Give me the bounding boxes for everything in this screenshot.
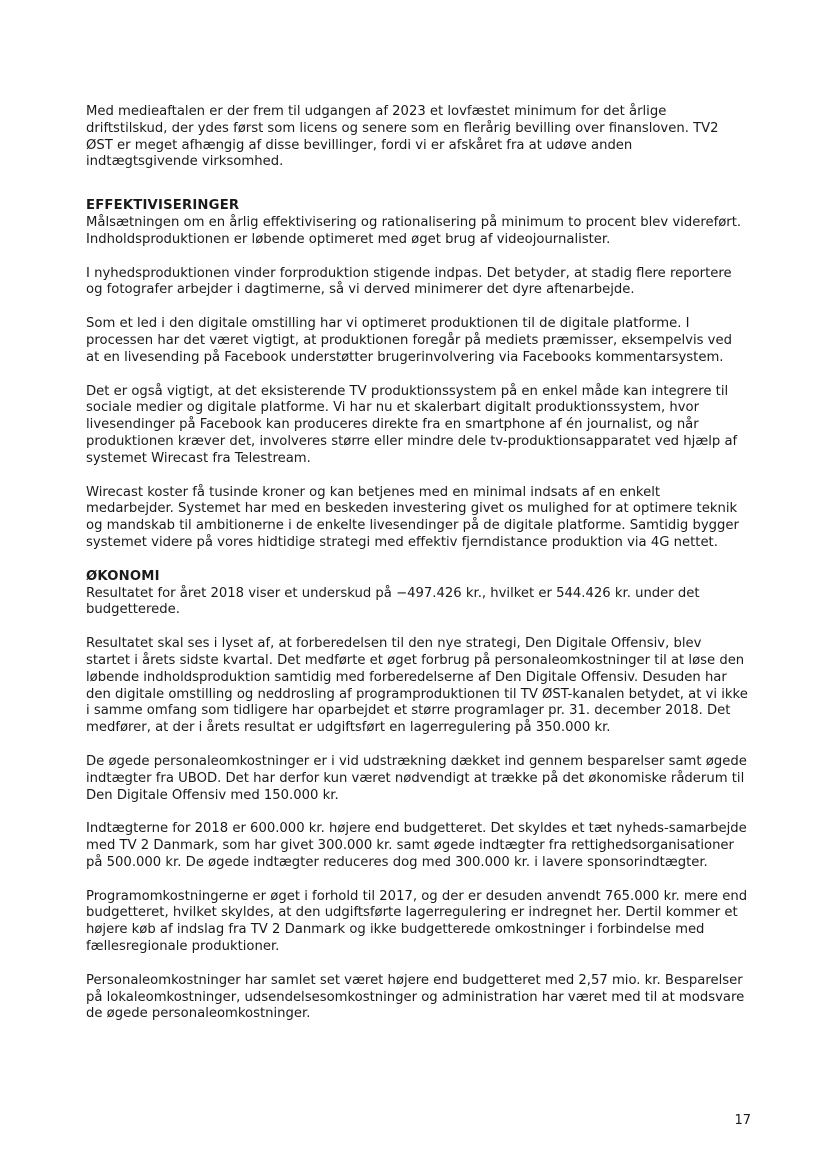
document-page [86,104,748,1023]
paragraph: Programomkostningerne er øget i forhold til 2017, og der er desuden anvendt 765.000 kr. mere end budgetteret, hvilket skyldes, at den udgiftsførte lagerregulering er indregnet her. Dertil kommer et højere køb af indslag fra TV 2 Danmark og ikke budgetterede omkostninger i forbindelse med fællesregionale produktioner. [86,888,748,955]
section-heading-okonomi: ØKONOMI [86,568,160,584]
paragraph: Det er også vigtigt, at det eksisterende TV produktionssystem på en enkel måde kan integrere til sociale medier og digitale platforme. Vi har nu et skalerbart digitalt produktionssystem, hvor livesendinger på Facebook kan produceres direkte fra en smartphone af én journalist, og når produktionen kræver det, involveres større eller mindre dele tv-produktionsapparatet ved hjælp af systemet Wirecast fra Telestream. [86,383,738,466]
intro-paragraph: Med medieaftalen er der frem til udgangen af 2023 et lovfæstet minimum for det årlige driftstilskud, der ydes først som licens og senere som en flerårig bevilling over finansloven. TV2 ØST er meget afhængig af disse bevillinger, fordi vi er afskåret fra at udøve anden indtægtsgivende virksomhed. [86,104,719,170]
paragraph: Wirecast koster få tusinde kroner og kan betjenes med en minimal indsats af en enkelt medarbejder. Systemet har med en beskeden investering givet os mulighed for at optimere teknik og mandskab til ambitionerne i de enkelte livesendinger på de digitale platforme. Samtidig bygger systemet videre på vores hidtidige strategi med effektiv fjerndistance produktion via 4G nettet. [86,484,739,550]
paragraph: Målsætningen om en årlig effektivisering og rationalisering på minimum to procent blev videreført. Indholdsproduktionen er løbende optimeret med øget brug af videojournalister. [86,214,742,247]
page-number: 17 [734,1113,751,1128]
paragraph: Som et led i den digitale omstilling har vi optimeret produktionen til de digitale platforme. I processen har det været vigtigt, at produktionen foregår på mediets præmisser, eksempelvis ved at en livesending på Facebook understøtter brugerinvolvering via Facebooks kommentarsystem. [86,316,732,365]
paragraph: Resultatet for året 2018 viser et underskud på −497.426 kr., hvilket er 544.426 kr. under det budgetterede. [86,585,700,618]
section-heading-effektiviseringer: EFFEKTIVISERINGER [86,198,240,214]
paragraph: Indtægterne for 2018 er 600.000 kr. højere end budgetteret. Det skyldes et tæt nyheds-samarbejde med TV 2 Danmark, som har givet 300.000 kr. samt øgede indtægter fra rettighedsorganisationer på 500.000 kr. De øgede indtægter reduceres dog med 300.000 kr. i lavere sponsorindtægter. [86,821,747,870]
paragraph: Resultatet skal ses i lyset af, at forberedelsen til den nye strategi, Den Digitale Offensiv, blev startet i årets sidste kvartal. Det medførte et øget forbrug på personaleomkostninger til at løse den løbende indholdsproduktion samtidig med forberedelserne af Den Digitale Offensiv. Desuden har den digitale omstilling og neddrosling af programproduktionen til TV ØST-kanalen betydet, at vi ikke i samme omfang som tidligere har oparbejdet et større programlager pr. 31. december 2018. Det medfører, at der i årets resultat er udgiftsført en lagerregulering på 350.000 kr. [86,636,748,736]
paragraph: I nyhedsproduktionen vinder forproduktion stigende indpas. Det betyder, at stadig flere reportere og fotografer arbejder i dagtimerne, så vi derved minimerer det dyre aftenarbejde. [86,265,732,298]
paragraph: De øgede personaleomkostninger er i vid udstrækning dækket ind gennem besparelser samt øgede indtægter fra UBOD. Det har derfor kun været nødvendigt at trække på det økonomiske råderum til Den Digitale Offensiv med 150.000 kr. [86,753,747,803]
paragraph: Personaleomkostninger har samlet set været højere end budgetteret med 2,57 mio. kr. Besparelser på lokaleomkostninger, udsendelsesomkostninger og administration har været med til at modsvare de øgede personaleomkostninger. [86,972,745,1022]
